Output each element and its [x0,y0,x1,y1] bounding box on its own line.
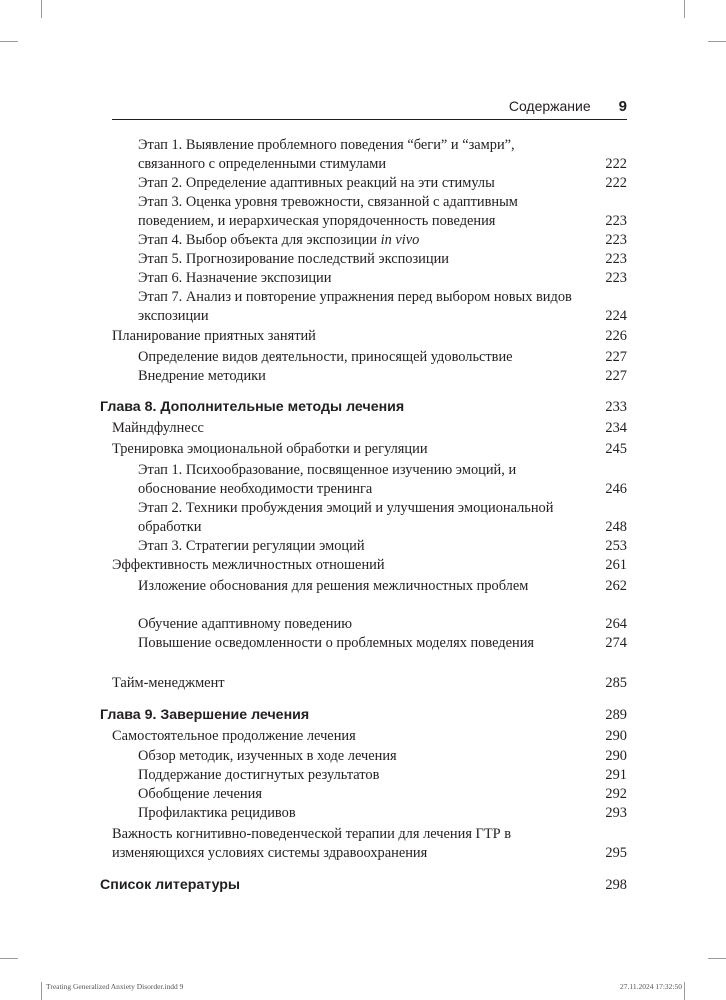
toc-entry-page: 285 [605,675,627,691]
toc-entry-title: Самостоятельное продолжение лечения [112,728,356,744]
toc-entry [138,747,627,766]
toc-entry [138,193,627,231]
toc-entry [138,348,627,367]
toc-entry-page: 224 [605,308,627,324]
toc-entry [138,634,627,653]
toc-entry-title: Этап 1. Выявление проблемного поведения “беги” и “замри”, связанного с определенными стимулами [138,137,515,172]
toc-entry-title: Планирование приятных занятий [112,328,316,344]
toc-chapter-page: 289 [605,707,627,723]
crop-mark [684,0,685,18]
toc-entry-title: Этап 3. Оценка уровня тревожности, связанной с адаптивным поведением, и иерархическая упорядоченность поведения [138,194,518,229]
toc-entry [112,825,627,863]
toc-entry [138,537,627,556]
toc-entry-page: 245 [605,441,627,457]
toc-entry [138,174,627,193]
toc-entry-title: Этап 6. Назначение экспозиции [138,270,332,286]
toc-entry-page: 293 [605,805,627,821]
toc-entry-title: Этап 5. Прогнозирование последствий экспозиции [138,251,449,267]
toc-chapter [100,398,627,417]
toc-entry-page: 234 [605,420,627,436]
toc-entry-title: Этап 3. Стратегии регуляции эмоций [138,538,365,554]
toc-entry-page: 223 [605,232,627,248]
toc-entry-page: 227 [605,349,627,365]
toc-entry-page: 223 [605,213,627,229]
toc-entry-title: Обучение адаптивному поведению [138,616,352,632]
toc-entry-page: 248 [605,519,627,535]
toc-entry-page: 223 [605,270,627,286]
toc-entry-title: Майндфулнесс [112,420,204,436]
toc-entry [138,288,627,326]
toc-chapter [100,706,627,725]
toc-entry [112,440,627,459]
toc-entry [112,556,627,575]
toc-entry-page: 261 [605,557,627,573]
toc-entry [138,766,627,785]
toc-entry-title: Важность когнитивно-поведенческой терапии для лечения ГТР в изменяющихся условиях системы здравоохранения [112,826,512,861]
toc-entry-title: Эффективность межличностных отношений [112,557,385,573]
toc-entry-page: 290 [605,748,627,764]
toc-entry [138,615,627,634]
toc-entry-page: 222 [605,175,627,191]
toc-entry-page: 264 [605,616,627,632]
toc-entry-page: 226 [605,328,627,344]
toc-entry-title: Профилактика рецидивов [138,805,296,821]
toc-entry-page: 262 [605,578,627,594]
toc-entry-title: Этап 1. Психообразование, посвященное изучению эмоций, и обоснование необходимости тренинга [138,462,517,497]
toc-entry-title: Тайм-менеджмент [112,675,225,691]
toc-entry [138,499,627,537]
toc-chapter-title: Глава 9. Завершение лечения [100,707,310,723]
toc-entry [138,804,627,823]
toc-entry [138,577,627,596]
toc-entry-title: Определение видов деятельности, приносящей удовольствие [138,349,513,365]
toc-entry-page: 253 [605,538,627,554]
toc-chapter [100,876,627,895]
toc-entry [112,327,627,346]
toc-chapter-page: 233 [605,399,627,415]
toc-chapter-title: Глава 8. Дополнительные методы лечения [100,399,405,415]
toc-entry-title: Этап 4. Выбор объекта для экспозиции in vivo [138,232,420,248]
toc-entry-page: 291 [605,767,627,783]
print-slug-filename: Treating Generalized Anxiety Disorder.indd 9 [46,982,184,991]
header-page-number: 9 [618,97,627,115]
crop-mark [41,982,42,1000]
toc-entry [112,674,627,693]
toc-entry [112,727,627,746]
toc-entry-title: Поддержание достигнутых результатов [138,767,380,783]
toc-entry [138,461,627,499]
toc-entry-title: Повышение осведомленности о проблемных моделях поведения [138,635,535,651]
crop-mark [0,41,18,42]
toc-entry-page: 222 [605,156,627,172]
toc-entry-title: Обобщение лечения [138,786,262,802]
toc-entry [138,367,627,386]
crop-mark [708,41,726,42]
toc-entry [138,136,627,174]
toc-entry-title: Изложение обоснования для решения межличностных проблем [138,578,529,594]
crop-mark [708,958,726,959]
crop-mark [684,982,685,1000]
toc-chapter-title: Список литературы [100,877,241,893]
toc-entry-page: 246 [605,481,627,497]
toc-entry-page: 292 [605,786,627,802]
toc-entry-page: 290 [605,728,627,744]
toc-entry [138,785,627,804]
toc-entry-title: Этап 2. Техники пробуждения эмоций и улучшения эмоциональной обработки [138,500,554,535]
toc-chapter-page: 298 [605,877,627,893]
crop-mark [41,0,42,18]
header-title: Содержание [508,98,591,114]
toc-entry-title: Этап 2. Определение адаптивных реакций на эти стимулы [138,175,495,191]
toc-entry [112,419,627,438]
toc-entry-page: 295 [605,845,627,861]
toc-entry-page: 274 [605,635,627,651]
toc-entry [138,269,627,288]
print-slug-datetime: 27.11.2024 17:32:50 [619,982,682,991]
toc-entry [138,250,627,269]
running-header [112,93,627,120]
toc-entry-italic: in vivo [380,232,420,248]
toc-entry-title: Внедрение методики [138,368,266,384]
toc-entry-page: 227 [605,368,627,384]
toc-entry-title: Обзор методик, изученных в ходе лечения [138,748,397,764]
toc-entry [138,231,627,250]
toc-entry-page: 223 [605,251,627,267]
crop-mark [0,958,18,959]
toc-entry-title: Этап 7. Анализ и повторение упражнения перед выбором новых видов экспозиции [138,289,572,324]
toc-entry-title: Тренировка эмоциональной обработки и регуляции [112,441,428,457]
